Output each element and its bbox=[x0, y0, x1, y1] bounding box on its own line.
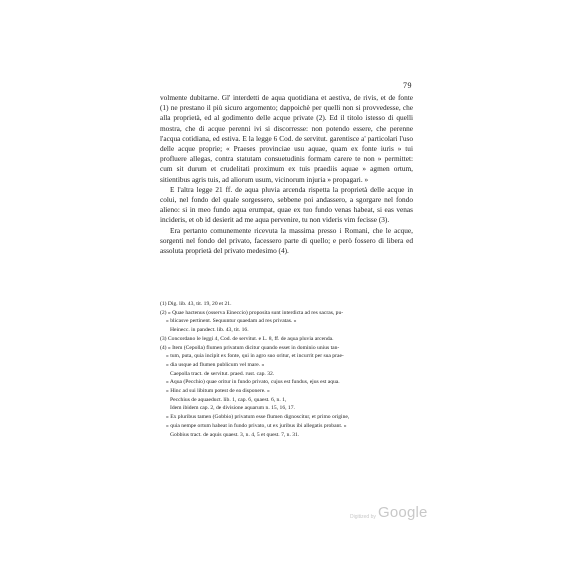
watermark-prefix: Digitized by bbox=[350, 514, 376, 520]
paragraph: volmente dubitarne. Gl' interdetti de aqua quotidiana et aestiva, de rivis, et de fonte (1) ne prestano il più sicuro argomento; dappoichè per quelli non si provvedesse, che alla proprietà, ed al godimento delle acque private (2). Ed il titolo istesso di quelli mostra, che di acque perenni ivi si discorresse: non potendo essere, che perenne l'acqua cotidiana, ed estiva. E la legge 6 Cod. de servitut. garentisce a' particolari l'uso delle acque proprie; « Praeses provinciae usu aquae, quam ex fonte iuris » tui profluere allegas, contra statutam consuetudinis formam carere te non » permittet: cum sit durum et crudelitati proximum ex tuis praediis aquae » agmen ortum, sitientibus agris tuis, ad aliorum usum, vicinorum injuria » propagari. » bbox=[160, 93, 413, 184]
footnote-line: Pecchius de aquaeduct. lib. 1, cap. 6, quaest. 6, n. 1, bbox=[170, 396, 287, 403]
body-text bbox=[160, 93, 413, 256]
footnote-line: (1) Dig. lib. 43, tit. 19, 20 et 21. bbox=[160, 301, 232, 307]
footnote-line: » quia nempe ortum habeat in fundo privato, ut ex juribus ibi allegatis probant. » bbox=[166, 422, 347, 429]
digitized-by-google-watermark bbox=[350, 504, 440, 524]
footnote-line: Heinecc. in pandect. lib. 43, tit. 16. bbox=[170, 327, 249, 334]
footnote-line: Gobbius tract. de aquis quaest. 3, n. 4, 5 et quest. 7, n. 31. bbox=[170, 431, 300, 438]
footnote-line: Idem ibidem cap. 2, de divisione aquarum n. 15, 16, 17. bbox=[170, 405, 295, 412]
footnotes bbox=[160, 300, 413, 439]
footnote-line: (4) « Item (Cepolla) flumen privatum dicitur quando esset in dominio unius tan- bbox=[160, 344, 340, 351]
google-logo: Google bbox=[378, 504, 428, 521]
page-number: 79 bbox=[403, 81, 412, 90]
footnote-line: (2) « Quae hactenus (osserva Eineccio) proposita sunt interdicta ad res sacras, pu- bbox=[160, 309, 344, 316]
paragraph: E l'altra legge 21 ff. de aqua pluvia arcenda rispetta la proprietà delle acque in colui, nel fondo del quale sorgessero, sebbene poi andassero, a sgorgare nel fondo alieno: si in meo fundo aqua erumpat, quae ex tuo fundo venas habeat, si eas venas incideris, et ob id desierit ad me aqua pervenire, tu non videris vim fecisse (3). bbox=[160, 184, 413, 225]
footnote-line: Caepolla tract. de servitut. praed. rust. cap. 32. bbox=[170, 370, 275, 377]
footnote-line: » blicasve pertinent. Sequuntur quaedam ad res privatas. » bbox=[166, 318, 297, 325]
footnote-line: » Hinc ad sui libitum potest de ea disponere. » bbox=[166, 388, 270, 395]
footnote-line: » dia usque ad flumen publicum vel mare. » bbox=[166, 361, 265, 368]
paragraph: Era pertanto comunemente ricevuta la massima presso i Romani, che le acque, sorgenti nel fondo del privato, facessero parte di quello; e però fossero di libera ed assoluta proprietà del privato medesimo (4). bbox=[160, 225, 413, 256]
footnote-line: (3) Concordano le leggi 4, Cod. de servitut. e L. 8, ff. de aqua pluvia arcenda. bbox=[160, 335, 334, 342]
footnote-line: » Aqua (Pecchio) quae oritur in fundo privato, cujus est fundus, ejus est aqua. bbox=[166, 379, 340, 386]
footnote-line: » tum, puta, quia incipit ex fonte, qui in agro suo oritur, et incurrit per sua prae- bbox=[166, 353, 344, 360]
footnote-line: » Ex pluribus tamen (Gobbio) privatum esse flumen dignoscitur, et primo origine, bbox=[166, 414, 350, 421]
